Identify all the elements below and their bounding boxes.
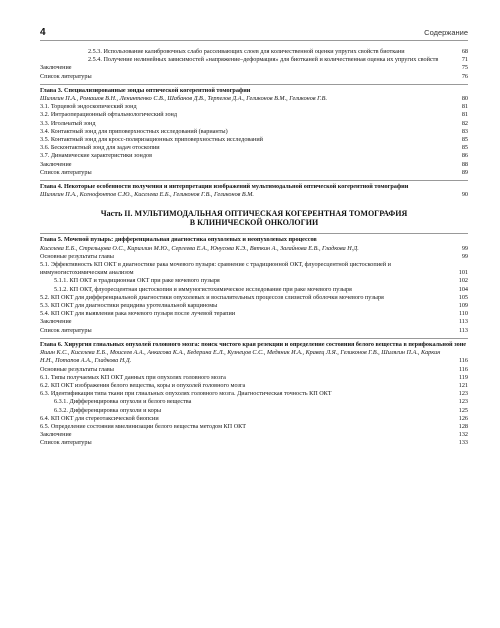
- toc-page-number: 75: [461, 64, 468, 72]
- page-number: 4: [40, 27, 46, 38]
- chapter-title[interactable]: Глава 6. Хирургия глиальных опухолей головного мозга: поиск чистого края резекции и определение состояния белого вещества в перифокальной зоне: [40, 340, 467, 348]
- toc-entry[interactable]: 5.3. КП ОКТ для диагностики рецидива уротелиальной карциномы 109: [40, 302, 468, 310]
- toc-page-number: 123: [458, 390, 468, 398]
- toc-page-number: 86: [461, 152, 468, 160]
- chapter-title[interactable]: Глава 3. Специализированные зонды оптической когерентной томографии: [40, 86, 251, 94]
- toc-page-number: 104: [458, 285, 468, 293]
- toc-entry[interactable]: Заключение 113: [40, 318, 468, 326]
- chapter-6: [40, 338, 468, 448]
- toc-page-number: 126: [458, 414, 468, 422]
- toc-entry[interactable]: 3.6. Бесконтактный зонд для задач отоскопии 85: [40, 144, 468, 152]
- toc-entry[interactable]: 2.5.3. Использование калибровочных слабо рассеивающих слоев для количественной оценки упругих свойств биоткани 68: [88, 48, 468, 55]
- toc-entry[interactable]: 6.3.2. Дифференцировка опухоли и коры 125: [54, 406, 468, 414]
- toc-page-number: 76: [461, 72, 468, 80]
- chapter-5: [40, 233, 468, 334]
- toc-entry[interactable]: Заключение 75: [40, 64, 468, 72]
- toc-entry[interactable]: Список литературы 113: [40, 326, 468, 334]
- toc-page-number: 89: [461, 168, 468, 176]
- toc-page-number: 80: [461, 95, 468, 103]
- toc-entry[interactable]: Основные результаты главы 99: [40, 252, 468, 260]
- toc-page-number: 81: [461, 111, 468, 119]
- toc-page-number: 121: [458, 381, 468, 389]
- toc-entry[interactable]: Список литературы 133: [40, 439, 468, 447]
- toc-page-number: 101: [458, 269, 468, 277]
- toc-entry[interactable]: 6.2. КП ОКТ изображения белого вещества, коры и опухолей головного мозга 121: [40, 381, 468, 389]
- toc-page-number: 71: [461, 56, 468, 64]
- toc-entry[interactable]: Заключение 132: [40, 431, 468, 439]
- toc-entry[interactable]: Список литературы 89: [40, 168, 468, 176]
- toc-page-number: 102: [458, 277, 468, 285]
- toc-entry[interactable]: 3.1. Торцевой эндоскопический зонд 81: [40, 103, 468, 111]
- toc-page-number: 99: [461, 244, 468, 252]
- toc-entry[interactable]: 2.5.4. Получение нелинейных зависимостей «напряжение–деформация» для биотканей и количественная оценка их упругих свойств 71: [88, 56, 468, 64]
- toc-page-number: 82: [461, 119, 468, 127]
- toc-entry[interactable]: 5.4. КП ОКТ для выявления рака мочевого пузыря после лучевой терапии 110: [40, 310, 468, 318]
- toc-entry[interactable]: 5.1. Эффективность КП ОКТ в диагностике рака мочевого пузыря: сравнение с традиционной ОКТ, флуоресцентной цистоскопией и иммуногистохимическим анализом 101: [40, 261, 468, 277]
- chapter-authors: Киселева Е.Б., Стрельцова О.С., Кириллин М.Ю., Сергеева Е.А., Юнусова К.Э., Вяткин А., Загайнова Е.В., Гладкова Н.Д. 99: [40, 244, 468, 252]
- chapter-authors: Шилягин П.А., Ромашов В.Н., Ленинтенко С.В., Шабанов Д.В., Терпелов Д.А., Геликонов В.М., Геликонов Г.В. 80: [40, 95, 468, 103]
- toc-entry[interactable]: 3.7. Динамические характеристики зондов 86: [40, 152, 468, 160]
- toc-page-number: 68: [461, 48, 468, 55]
- toc-page-number: 119: [458, 373, 468, 381]
- toc-entry[interactable]: 6.3.1. Дифференцировка опухоли и белого вещества 123: [54, 398, 468, 406]
- toc-page-number: 125: [458, 406, 468, 414]
- part-title[interactable]: Часть II. МУЛЬТИМОДАЛЬНАЯ ОПТИЧЕСКАЯ КОГЕРЕНТНАЯ ТОМОГРАФИЯ В КЛИНИЧЕСКОЙ ОНКОЛОГИИ: [100, 209, 408, 228]
- chapter-authors: Яшин К.С., Киселева Е.Б., Моисеев А.А., Анкасова К.А., Бедерина Е.Л., Кузнецов С.С., Медяник И.А., Кравец Л.Я., Геликонов Г.В., Шилягин П.А., Каркин Н.Н., Потапов А.А., Гладкова Н.Д. 116: [40, 349, 468, 365]
- toc-page-number: 110: [458, 310, 468, 318]
- toc-page-number: 83: [461, 127, 468, 135]
- toc-entry[interactable]: 3.3. Игольчатый зонд 82: [40, 119, 468, 127]
- toc-entry[interactable]: 3.4. Контактный зонд для приповерхностных исследований (варианты) 83: [40, 127, 468, 135]
- toc-entry[interactable]: 5.1.1. КП ОКТ и традиционная ОКТ при раке мочевого пузыря 102: [54, 277, 468, 285]
- header-divider: [40, 40, 468, 41]
- page-header: [40, 27, 468, 41]
- toc-page-number: 123: [458, 398, 468, 406]
- toc-entry[interactable]: 6.1. Типы получаемых КП ОКТ данных при опухолях головного мозга 119: [40, 373, 468, 381]
- chapter-title[interactable]: Глава 5. Мочевой пузырь: дифференциальная диагностика опухолевых и неопухолевых процессов: [40, 236, 317, 244]
- toc-page-number: 81: [461, 103, 468, 111]
- toc-page-number: 85: [461, 136, 468, 144]
- toc-entry[interactable]: Заключение 88: [40, 160, 468, 168]
- toc-page-number: 128: [458, 422, 468, 430]
- toc-entry[interactable]: 5.2. КП ОКТ для дифференциальной диагностики опухолевых и воспалительных процессов слизистой оболочки мочевого пузыря 105: [40, 293, 468, 301]
- toc-page-number: 105: [458, 293, 468, 301]
- toc-page-number: 109: [458, 302, 468, 310]
- toc-entry[interactable]: 6.5. Определение состояния миелинизации белого вещества методом КП ОКТ 128: [40, 422, 468, 430]
- toc-page-number: 113: [458, 326, 468, 334]
- table-of-contents: [40, 48, 468, 448]
- chapter-4: [40, 180, 468, 199]
- toc-entry[interactable]: 5.1.2. КП ОКТ, флуоресцентная цистоскопия и иммуногистохимическое исследование при раке мочевого пузыря 104: [54, 285, 468, 293]
- running-title: Содержание: [424, 28, 468, 37]
- toc-entry[interactable]: 3.5. Контактный зонд для кросс-поляризационных приповерхностных исследований 85: [40, 136, 468, 144]
- chapter-title[interactable]: Глава 4. Некоторые особенности получения и интерпретации изображений мультимодальной оптической когерентной томографии: [40, 183, 409, 191]
- toc-page-number: 99: [461, 252, 468, 260]
- toc-entry[interactable]: 6.4. КП ОКТ для стереотаксической биопсии 126: [40, 414, 468, 422]
- toc-page-number: 132: [458, 431, 468, 439]
- toc-entry[interactable]: 6.3. Идентификация типа ткани при глиальных опухолях головного мозга. Диагностическая точность КП ОКТ 123: [40, 390, 468, 398]
- chapter-authors: Шилягин П.А., Ксенофонтов С.Ю., Киселева Е.Б., Геликонов Г.В., Геликонов В.М. 90: [40, 191, 468, 199]
- toc-page-number: 90: [461, 191, 468, 199]
- toc-page-number: 88: [461, 160, 468, 168]
- toc-page-number: 116: [458, 357, 468, 365]
- toc-page-number: 85: [461, 144, 468, 152]
- toc-entry[interactable]: Список литературы 76: [40, 72, 468, 80]
- toc-entry[interactable]: Основные результаты главы 116: [40, 365, 468, 373]
- chapter-3: [40, 84, 468, 177]
- toc-page-number: 116: [458, 365, 468, 373]
- toc-entry[interactable]: 3.2. Интраоперационный офтальмологический зонд 81: [40, 111, 468, 119]
- toc-page-number: 113: [458, 318, 468, 326]
- toc-page-number: 133: [458, 439, 468, 447]
